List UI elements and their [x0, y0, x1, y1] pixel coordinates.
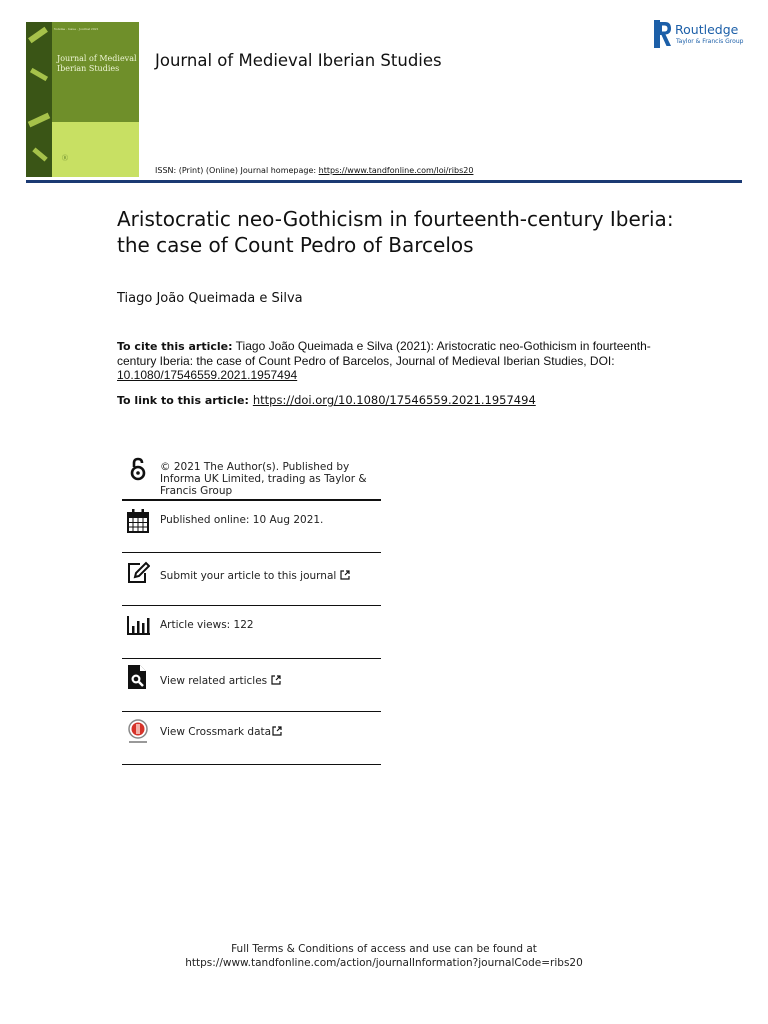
submit-article-link[interactable]: Submit your article to this journal	[160, 570, 337, 582]
crossmark-link[interactable]: View Crossmark data	[160, 726, 272, 738]
cover-title: Journal of Medieval Iberian Studies	[57, 54, 137, 73]
footer	[0, 942, 768, 970]
submit-article-row[interactable]	[122, 553, 381, 605]
citation-block	[117, 339, 657, 382]
external-link-icon	[272, 726, 282, 736]
external-link-icon	[271, 675, 281, 685]
article-views-row	[122, 606, 381, 658]
article-doi-link[interactable]: https://doi.org/10.1080/17546559.2021.1957494	[252, 393, 536, 407]
publisher-subtitle: Taylor & Francis Group	[676, 38, 744, 45]
author-name[interactable]: Tiago João Queimada e Silva	[117, 291, 303, 306]
citation-text: Tiago João Queimada e Silva (2021): Aristocratic neo-Gothicism in fourteenth-century Iberia: the case of Count Pedro of Barcelos, Journal of Medieval Iberian Studies, DOI:	[117, 339, 651, 368]
cover-publisher-mark: Ⓡ	[62, 155, 69, 162]
info-divider	[122, 764, 381, 765]
license-text: © 2021 The Author(s). Published by Informa UK Limited, trading as Taylor & Francis Group	[160, 461, 367, 497]
citation-label: To cite this article:	[117, 340, 233, 353]
info-divider	[122, 499, 381, 501]
article-title: Aristocratic neo-Gothicism in fourteenth-century Iberia: the case of Count Pedro of Barcelos	[117, 207, 674, 257]
edit-icon	[126, 560, 150, 586]
article-link-label: To link to this article:	[117, 394, 249, 407]
header-divider	[26, 180, 742, 183]
issn-line	[155, 166, 473, 175]
routledge-logo-icon	[654, 20, 672, 48]
license-row[interactable]	[122, 454, 381, 500]
footer-terms-link[interactable]: https://www.tandfonline.com/action/journalInformation?journalCode=ribs20	[185, 957, 583, 969]
journal-cover-image	[26, 22, 139, 177]
bar-chart-icon	[126, 612, 150, 638]
article-link-line	[117, 393, 536, 407]
crossmark-row[interactable]	[122, 712, 381, 764]
citation-doi-link[interactable]: 10.1080/17546559.2021.1957494	[117, 368, 298, 382]
published-date: Published online: 10 Aug 2021.	[160, 514, 324, 526]
external-link-icon	[340, 570, 350, 580]
footer-terms-text: Full Terms & Conditions of access and use can be found at	[231, 943, 537, 955]
published-row	[122, 502, 381, 552]
related-articles-row[interactable]	[122, 659, 381, 711]
issn-label: ISSN: (Print) (Online) Journal homepage:	[155, 166, 319, 175]
related-articles-link[interactable]: View related articles	[160, 675, 268, 687]
journal-homepage-link[interactable]: https://www.tandfonline.com/loi/ribs20	[318, 166, 474, 175]
calendar-icon	[126, 508, 150, 534]
open-access-icon	[126, 456, 150, 482]
publisher-name: Routledge	[675, 22, 739, 37]
cover-issue-text: Volume · Issue · Journal 2021	[54, 27, 99, 31]
related-articles-icon	[126, 664, 150, 690]
crossmark-icon	[126, 719, 150, 745]
article-views: Article views: 122	[160, 619, 254, 631]
journal-name[interactable]: Journal of Medieval Iberian Studies	[155, 51, 442, 70]
